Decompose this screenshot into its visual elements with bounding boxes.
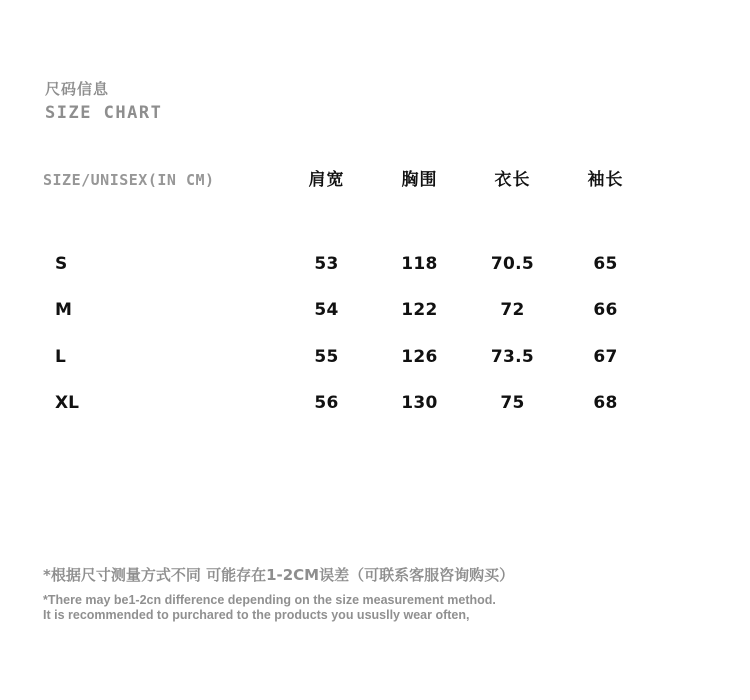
table-row-size-m: [43, 298, 695, 322]
measurement-disclaimer-zh: *根据尺寸测量方式不同 可能存在1-2CM误差（可联系客服咨询购买）: [43, 566, 515, 584]
cell-garment-length: 70.5: [490, 254, 535, 274]
cell-garment-length: 72: [500, 300, 525, 320]
cell-garment-length: 73.5: [490, 347, 535, 367]
size-unit-label: SIZE/UNISEX(IN CM): [43, 171, 215, 189]
cell-shoulder-width: 53: [314, 254, 339, 274]
cell-sleeve-length: 65: [593, 254, 618, 274]
column-header-sleeve-length: 袖长: [587, 170, 624, 190]
measurement-disclaimer-en: [43, 593, 496, 623]
disclaimer-en-line2: It is recommended to purchared to the products you ususlly wear often,: [43, 608, 470, 622]
size-label: M: [55, 300, 72, 320]
size-chart-title-block: [45, 80, 162, 123]
cell-shoulder-width: 54: [314, 300, 339, 320]
size-chart-title-en: SIZE CHART: [45, 103, 163, 123]
cell-shoulder-width: 56: [314, 393, 339, 413]
cell-chest: 122: [401, 300, 438, 320]
disclaimer-en-line1: *There may be1-2cn difference depending on the size measurement method.: [43, 593, 496, 607]
size-table-header-row: [43, 168, 695, 192]
table-row-size-l: [43, 345, 695, 369]
cell-chest: 126: [401, 347, 438, 367]
cell-sleeve-length: 67: [593, 347, 618, 367]
size-label: XL: [55, 393, 79, 413]
cell-chest: 118: [401, 254, 438, 274]
size-label: S: [55, 254, 68, 274]
cell-sleeve-length: 68: [593, 393, 618, 413]
table-row-size-xl: [43, 391, 695, 415]
size-info-title-zh: 尺码信息: [45, 80, 110, 98]
cell-garment-length: 75: [500, 393, 525, 413]
size-label: L: [55, 347, 66, 367]
table-row-size-s: [43, 252, 695, 276]
column-header-garment-length: 衣长: [494, 170, 531, 190]
cell-chest: 130: [401, 393, 438, 413]
column-header-shoulder-width: 肩宽: [308, 170, 345, 190]
cell-sleeve-length: 66: [593, 300, 618, 320]
cell-shoulder-width: 55: [314, 347, 339, 367]
column-header-chest: 胸围: [401, 170, 438, 190]
